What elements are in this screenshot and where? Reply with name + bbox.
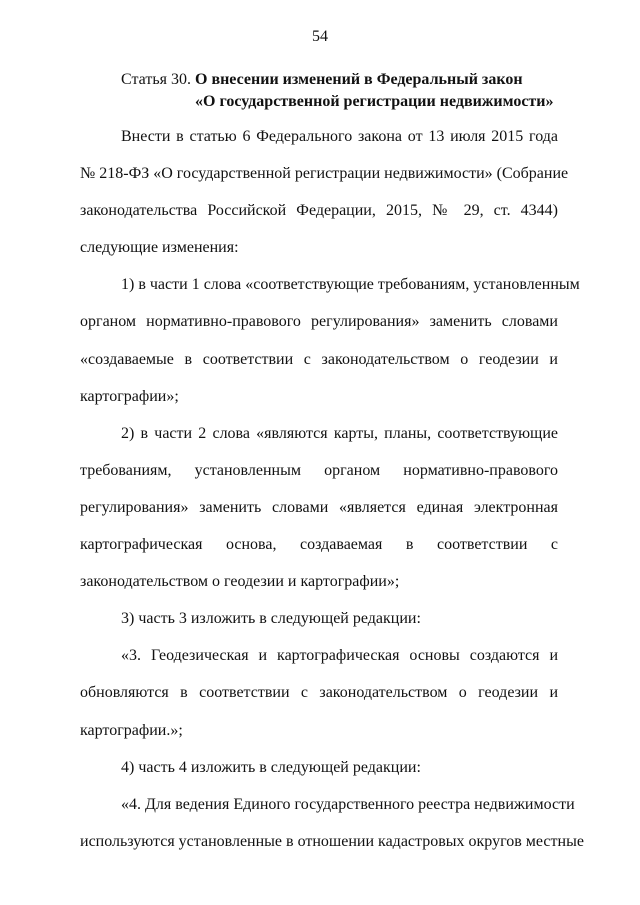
text-line: обновляются в соответствии с законодательством о геодезии и (80, 684, 558, 702)
article-body (80, 118, 584, 860)
text-line: используются установленные в отношении кадастровых округов местные (80, 832, 584, 850)
text-line: № 218-ФЗ «О государственной регистрации недвижимости» (Собрание (80, 165, 569, 183)
article-title-line-1: О внесении изменений в Федеральный закон (195, 71, 523, 88)
text-line: законодательства Российской Федерации, 2015, № 29, ст. 4344) (80, 202, 558, 220)
article-number: Статья 30. (121, 71, 191, 88)
text-line: картографии.»; (80, 721, 183, 739)
text-line: 2) в части 2 слова «являются карты, планы, соответствующие (121, 424, 558, 442)
text-line: регулирования» заменить словами «является единая электронная (80, 498, 558, 516)
text-line: «4. Для ведения Единого государственного реестра недвижимости (121, 795, 575, 813)
article-heading-line-1 (121, 69, 561, 91)
text-line: картографии»; (80, 387, 179, 405)
text-line: требованиям, установленным органом нормативно-правового (80, 461, 558, 479)
text-line: 1) в части 1 слова «соответствующие требованиям, установленным (121, 276, 580, 294)
text-line: «3. Геодезическая и картографическая основы создаются и (121, 647, 558, 665)
text-line: органом нормативно-правового регулирования» заменить словами (80, 313, 558, 331)
text-line: картографическая основа, создаваемая в соответствии с (80, 536, 558, 554)
article-title-line-2: «О государственной регистрации недвижимости» (195, 93, 554, 110)
text-line: Внести в статью 6 Федерального закона от 13 июля 2015 года (121, 128, 558, 145)
text-line: «создаваемые в соответствии с законодательством о геодезии и (80, 350, 558, 368)
page-number: 54 (312, 28, 328, 45)
article-heading (121, 69, 561, 113)
text-line: законодательством о геодезии и картографии»; (80, 573, 400, 591)
text-line: следующие изменения: (80, 239, 239, 257)
text-line: 3) часть 3 изложить в следующей редакции: (121, 610, 421, 628)
text-line: 4) часть 4 изложить в следующей редакции: (121, 758, 421, 776)
